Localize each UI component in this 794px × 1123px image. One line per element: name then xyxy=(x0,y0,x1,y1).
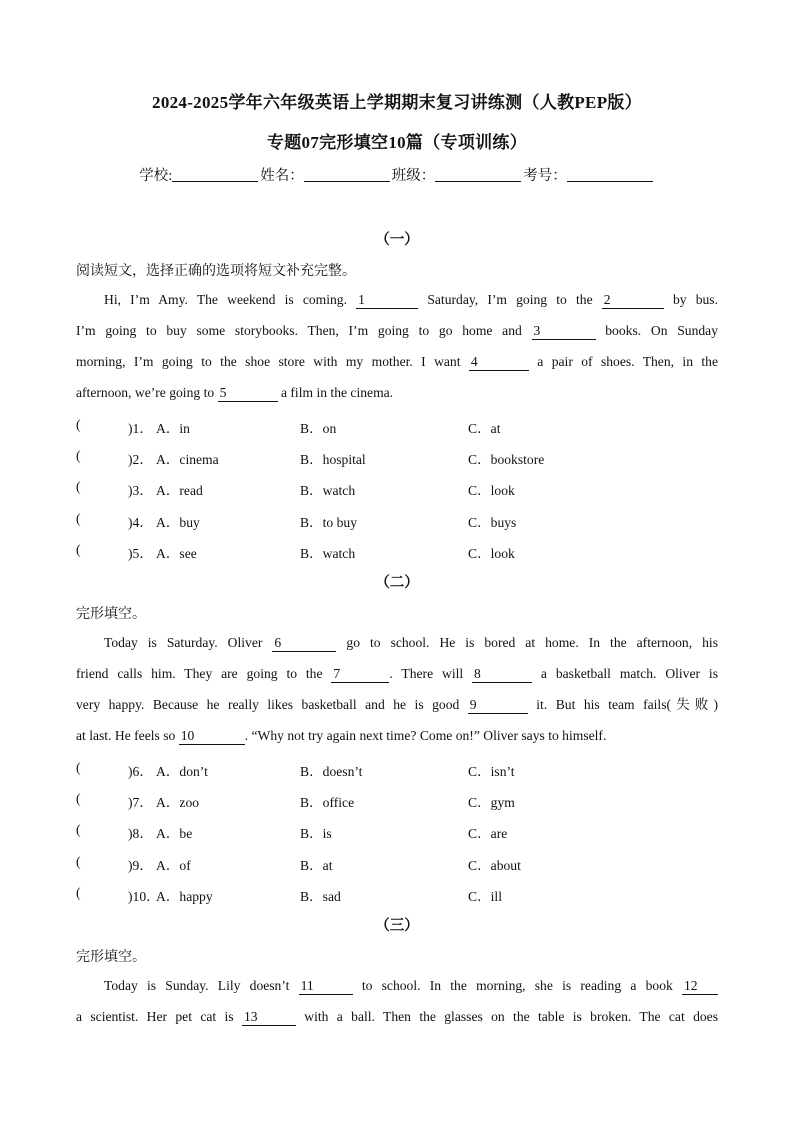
question-row xyxy=(76,479,736,501)
passage-text: it. But his team fails(失败) xyxy=(527,697,718,712)
answer-blank[interactable]: 10 xyxy=(179,728,245,745)
answer-blank[interactable]: 2 xyxy=(602,292,664,309)
question-number: )1． xyxy=(128,421,153,436)
passage-line xyxy=(76,658,718,689)
answer-blank[interactable]: 5 xyxy=(218,385,278,402)
passage-text: books. On Sunday xyxy=(595,323,719,338)
option-c[interactable]: C．buys xyxy=(468,514,517,530)
question-row xyxy=(76,854,736,876)
question-row xyxy=(76,448,736,470)
passage-line xyxy=(76,970,718,1001)
passage-line xyxy=(76,627,718,658)
passage-text: . There will xyxy=(389,666,473,681)
option-c[interactable]: C．ill xyxy=(468,888,502,904)
question-number: )4． xyxy=(128,514,153,530)
option-b[interactable]: B．doesn’t xyxy=(300,764,363,779)
section-instruction: 完形填空。 xyxy=(76,950,146,965)
answer-blank[interactable]: 6 xyxy=(272,635,336,652)
passage-text: very happy. Because he really likes basketball and he is good xyxy=(76,697,468,712)
passage-line xyxy=(76,315,718,346)
question-row xyxy=(76,760,736,782)
answer-paren[interactable]: ( xyxy=(76,760,81,775)
passage-text: afternoon, we’re going to xyxy=(76,385,218,400)
passage xyxy=(76,284,718,408)
question-number: )8． xyxy=(128,826,153,842)
option-a[interactable]: A．in xyxy=(156,421,190,436)
option-a[interactable]: A．buy xyxy=(156,514,200,530)
option-c[interactable]: C．look xyxy=(468,545,515,561)
question-number: )2． xyxy=(128,452,153,468)
passage-text: go to school. He is bored at home. In the afternoon, his xyxy=(336,635,718,650)
passage xyxy=(76,627,718,751)
option-c[interactable]: C．look xyxy=(468,483,515,499)
passage-text: Saturday, I’m going to the xyxy=(418,292,602,307)
section-heading: （三） xyxy=(375,918,419,934)
option-b[interactable]: B．watch xyxy=(300,483,356,499)
question-number: )7． xyxy=(128,795,153,811)
passage-line xyxy=(76,346,718,377)
class-field[interactable] xyxy=(435,167,521,182)
school-field[interactable] xyxy=(172,167,258,182)
worksheet-subtitle: 专题07完形填空10篇（专项训练） xyxy=(266,133,528,152)
question-number: )5． xyxy=(128,545,153,561)
option-a[interactable]: A．cinema xyxy=(156,452,219,468)
number-field[interactable] xyxy=(567,167,653,182)
option-a[interactable]: A．don’t xyxy=(156,764,208,779)
option-c[interactable]: C．bookstore xyxy=(468,452,545,468)
option-a[interactable]: A．zoo xyxy=(156,795,200,811)
section-heading: （二） xyxy=(375,575,419,591)
passage-text: by bus. xyxy=(663,292,718,307)
option-c[interactable]: C．at xyxy=(468,421,501,436)
answer-paren[interactable]: ( xyxy=(76,479,81,495)
answer-blank[interactable]: 13 xyxy=(242,1009,296,1026)
passage-text: to school. In the morning, she is reading a book xyxy=(352,978,682,993)
option-a[interactable]: A．happy xyxy=(156,888,213,904)
question-row xyxy=(76,542,736,564)
option-b[interactable]: B．at xyxy=(300,857,333,873)
passage-text: Today is Sunday. Lily doesn’t xyxy=(104,978,299,993)
passage-line xyxy=(76,720,718,751)
passage-line xyxy=(76,689,718,720)
option-a[interactable]: A．be xyxy=(156,826,193,842)
answer-blank[interactable]: 4 xyxy=(469,354,529,371)
answer-blank[interactable]: 9 xyxy=(468,697,528,714)
option-c[interactable]: C．gym xyxy=(468,795,515,811)
answer-paren[interactable]: ( xyxy=(76,510,81,526)
answer-blank[interactable]: 8 xyxy=(472,666,532,683)
passage-line xyxy=(76,284,718,315)
passage-text: . “Why not try again next time? Come on!” Oliver says to himself. xyxy=(244,728,607,743)
passage-text: a scientist. Her pet cat is xyxy=(76,1009,242,1024)
class-label: 班级： xyxy=(391,168,436,184)
answer-paren[interactable]: ( xyxy=(76,791,81,807)
question-number: )6． xyxy=(128,764,153,779)
question-row xyxy=(76,511,736,533)
option-b[interactable]: B．is xyxy=(300,826,332,842)
question-number: )9． xyxy=(128,857,153,873)
option-a[interactable]: A．see xyxy=(156,545,197,561)
question-row xyxy=(76,822,736,844)
worksheet-title: 2024-2025学年六年级英语上学期期末复习讲练测（人教PEP版） xyxy=(152,93,642,112)
passage-line xyxy=(76,377,718,408)
answer-paren[interactable]: ( xyxy=(76,448,81,464)
option-a[interactable]: A．of xyxy=(156,857,191,873)
section-instruction: 阅读短文，选择正确的选项将短文补充完整。 xyxy=(76,264,356,279)
option-b[interactable]: B．hospital xyxy=(300,452,366,468)
passage-text: with a ball. Then the glasses on the table is broken. The cat does xyxy=(295,1009,718,1024)
option-a[interactable]: A．read xyxy=(156,483,203,499)
answer-paren[interactable]: ( xyxy=(76,853,81,869)
answer-paren[interactable]: ( xyxy=(76,884,81,900)
passage-text: a film in the cinema. xyxy=(277,385,394,400)
answer-paren[interactable]: ( xyxy=(76,541,81,557)
passage-text: at last. He feels so xyxy=(76,728,179,743)
option-b[interactable]: B．office xyxy=(300,795,355,811)
passage-text: a pair of shoes. Then, in the xyxy=(528,354,718,369)
number-label: 考号： xyxy=(523,168,567,184)
option-b[interactable]: B．watch xyxy=(300,545,356,561)
question-row xyxy=(76,417,736,439)
passage-text: I’m going to buy some storybooks. Then, I’m going to go home and xyxy=(76,323,532,338)
passage-text: friend calls him. They are going to the xyxy=(76,666,332,681)
answer-blank[interactable]: 3 xyxy=(532,323,596,340)
option-c[interactable]: C．are xyxy=(468,826,508,842)
passage-text: morning, I’m going to the shoe store with my mother. I want xyxy=(76,354,469,369)
passage-text: Today is Saturday. Oliver xyxy=(104,635,273,650)
name-field[interactable] xyxy=(304,167,390,182)
passage xyxy=(76,970,718,1032)
question-number: )3． xyxy=(128,483,153,499)
option-b[interactable]: B．on xyxy=(300,421,337,436)
passage-text: Hi, I’m Amy. The weekend is coming. xyxy=(104,292,357,307)
section-instruction: 完形填空。 xyxy=(76,607,146,622)
answer-blank[interactable]: 12 xyxy=(682,978,718,995)
option-b[interactable]: B．to buy xyxy=(300,514,358,530)
student-info-row xyxy=(0,164,794,185)
answer-blank[interactable]: 11 xyxy=(299,978,353,995)
question-row xyxy=(76,885,736,907)
option-c[interactable]: C．isn’t xyxy=(468,764,515,779)
question-number: )10． xyxy=(128,888,160,904)
answer-paren[interactable]: ( xyxy=(76,822,81,838)
passage-line xyxy=(76,1001,718,1032)
section-heading: （一） xyxy=(375,232,419,248)
option-b[interactable]: B．sad xyxy=(300,888,341,904)
answer-paren[interactable]: ( xyxy=(76,417,81,432)
passage-text: a basketball match. Oliver is xyxy=(532,666,718,681)
question-row xyxy=(76,791,736,813)
school-label: 学校: xyxy=(139,168,173,184)
answer-blank[interactable]: 1 xyxy=(356,292,418,309)
answer-blank[interactable]: 7 xyxy=(331,666,389,683)
option-c[interactable]: C．about xyxy=(468,857,521,873)
name-label: 姓名： xyxy=(260,168,304,184)
